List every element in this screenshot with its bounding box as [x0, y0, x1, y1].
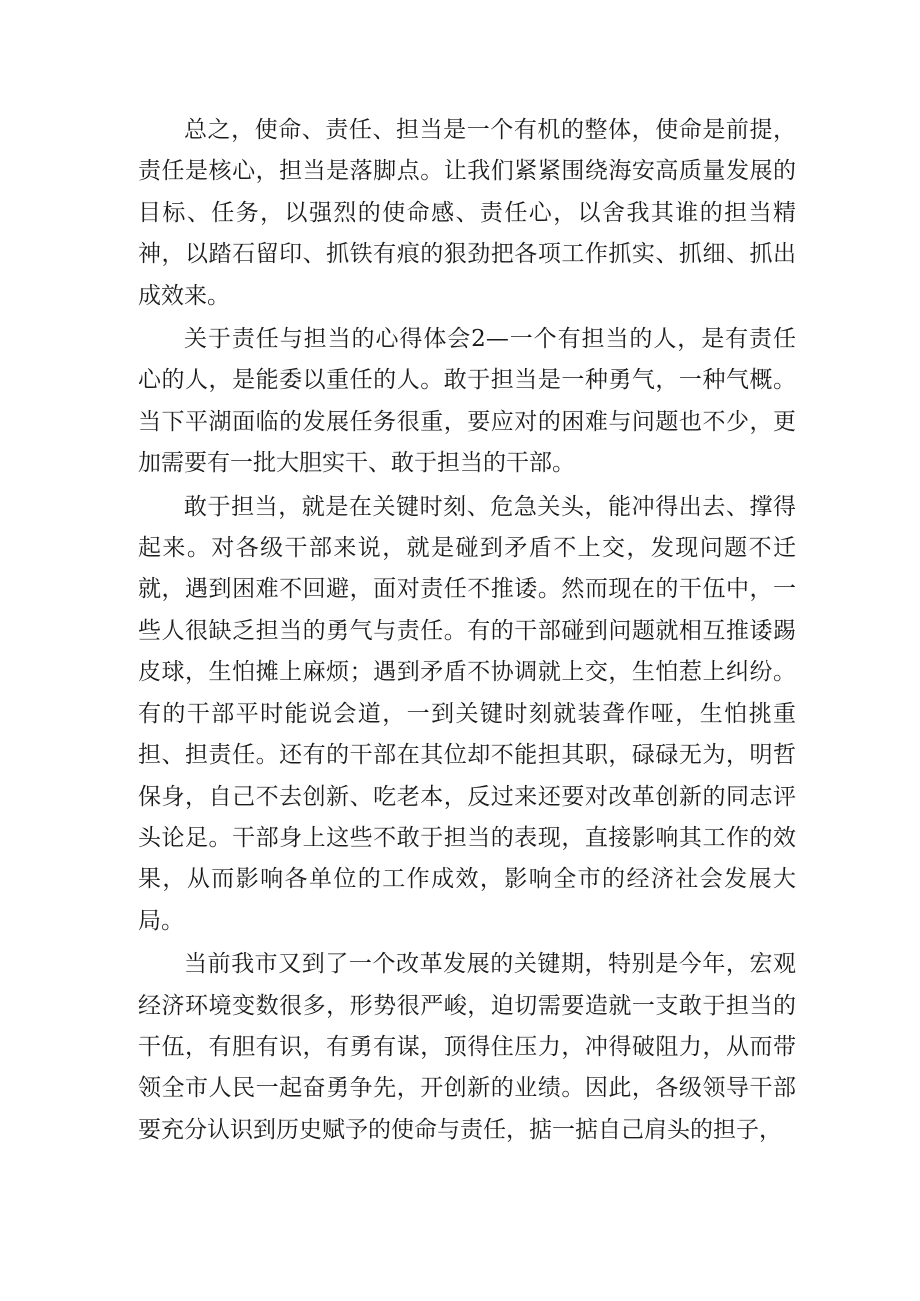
paragraph-4: 当前我市又到了一个改革发展的关键期，特别是今年，宏观经济环境变数很多，形势很严峻，迫切需要造就一支敢于担当的干伍，有胆有识，有勇有谋，顶得住压力，冲得破阻力，从而带领全市人民一起奋勇争先，开创新的业绩。因此，各级领导干部要充分认识到历史赋予的使命与责任，掂一掂自己肩头的担子， [138, 951, 796, 1143]
document-body [138, 110, 796, 1153]
paragraph-2: 关于责任与担当的心得体会2—一个有担当的人，是有责任心的人，是能委以重任的人。敢于担当是一种勇气，一种气概。当下平湖面临的发展任务很重，要应对的困难与问题也不少，更加需要有一批大胆实干、敢于担当的干部。 [138, 326, 796, 477]
paragraph-1: 总之，使命、责任、担当是一个有机的整体，使命是前提，责任是核心，担当是落脚点。让我们紧紧围绕海安高质量发展的目标、任务，以强烈的使命感、责任心，以舍我其谁的担当精神，以踏石留印、抓铁有痕的狠劲把各项工作抓实、抓细、抓出成效来。 [138, 117, 796, 309]
paragraph-3: 敢于担当，就是在关键时刻、危急关头，能冲得出去、撑得起来。对各级干部来说，就是碰到矛盾不上交，发现问题不迁就，遇到困难不回避，面对责任不推诿。然而现在的干伍中，一些人很缺乏担当的勇气与责任。有的干部碰到问题就相互推诿踢皮球，生怕摊上麻烦；遇到矛盾不协调就上交，生怕惹上纠纷。有的干部平时能说会道，一到关键时刻就装聋作哑，生怕挑重担、担责任。还有的干部在其位却不能担其职，碌碌无为，明哲保身，自己不去创新、吃老本，反过来还要对改革创新的同志评头论足。干部身上这些不敢于担当的表现，直接影响其工作的效果，从而影响各单位的工作成效，影响全市的经济社会发展大局。 [138, 493, 796, 934]
